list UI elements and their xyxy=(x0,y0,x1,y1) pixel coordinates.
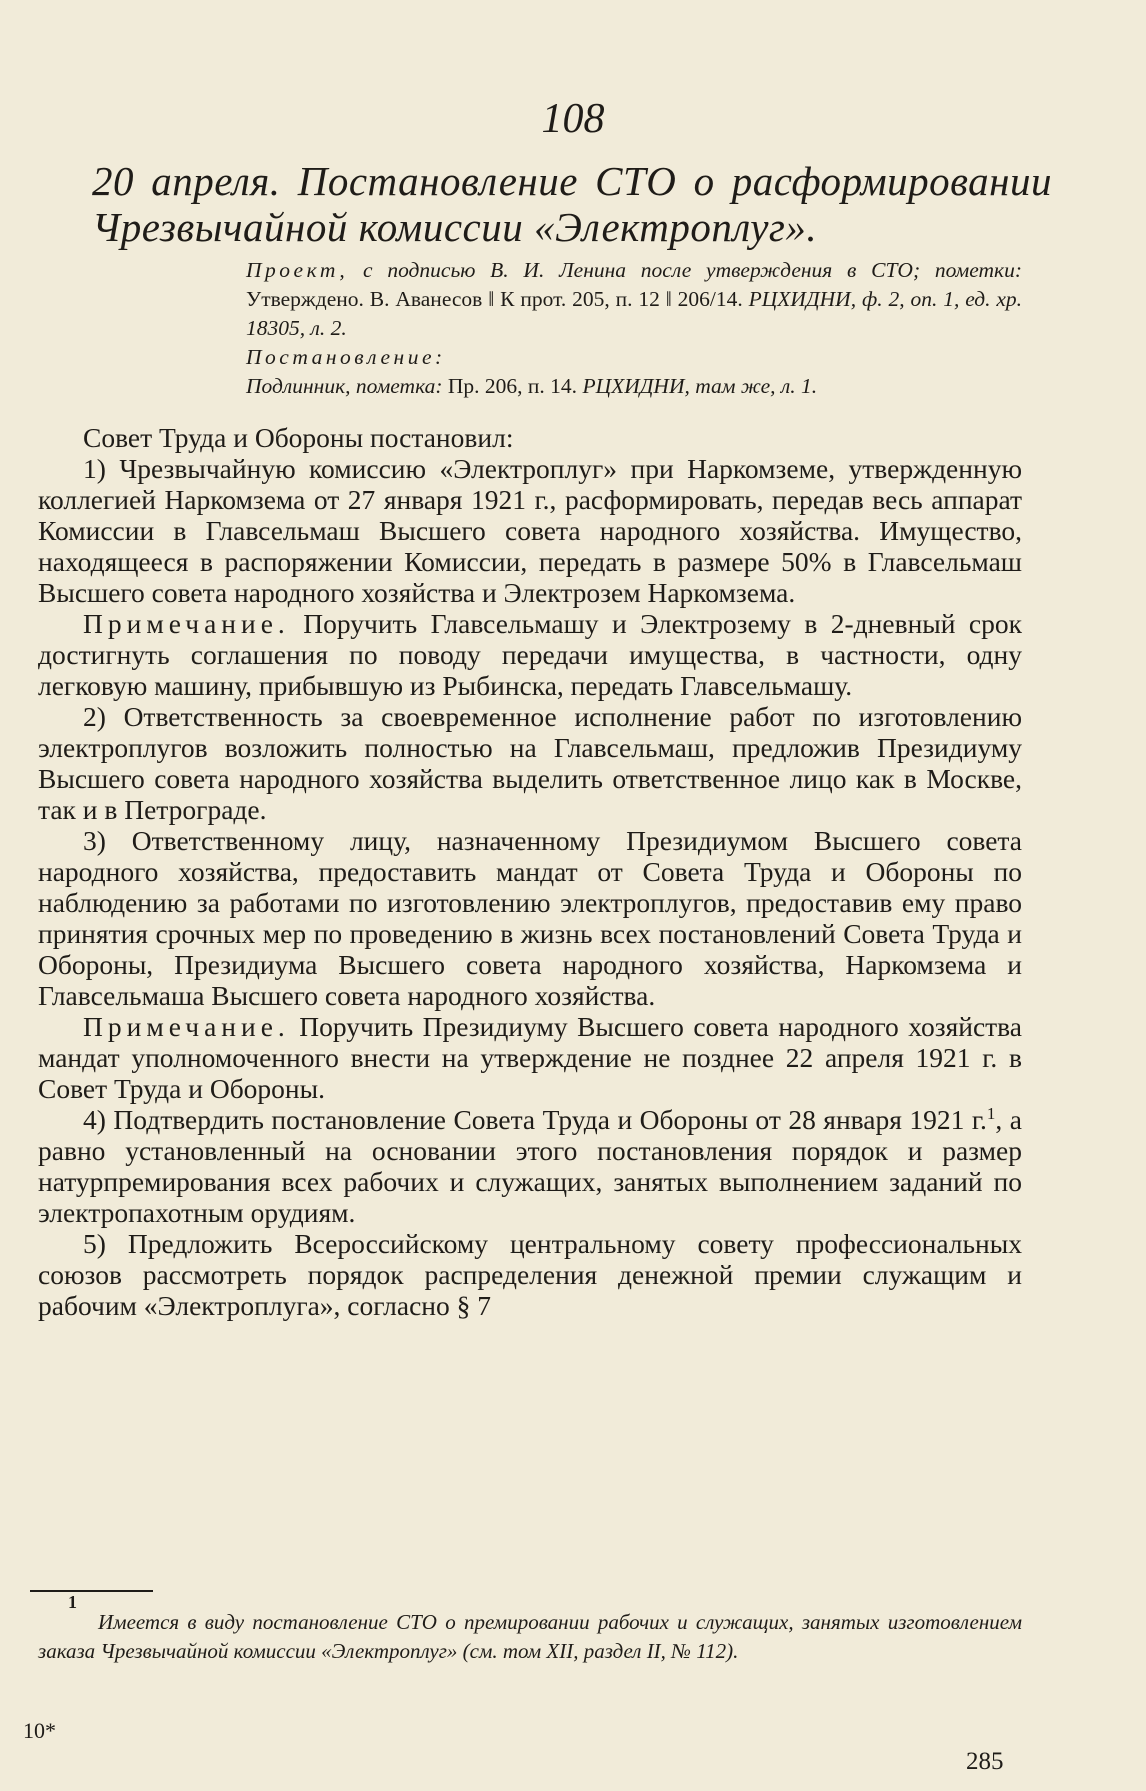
draft-archive: РЦХИДНИ, ф. 2, оп. 1, ед. хр. 18305, л. 2. xyxy=(246,287,1023,340)
document-number: 108 xyxy=(541,96,605,142)
resolution-body xyxy=(38,422,1022,1321)
resolution-line xyxy=(246,343,1022,372)
item-5: 5) Предложить Всероссийскому центральному совету профессиональных союзов рассмотреть порядок распределения денежной премии служащим и рабочим «Электроплуга», согласно § 7 xyxy=(38,1228,1022,1321)
footnote-divider xyxy=(30,1590,153,1592)
note-2-text: Поручить Президиуму Высшего совета народного хозяйства мандат уполномоченного внести на утверждение не позднее 22 апреля 1921 г. в Совет Труда и Обороны. xyxy=(38,1011,1022,1104)
draft-label: Проект, xyxy=(246,258,349,282)
item-4-text-a: 4) Подтвердить постановление Совета Труда и Обороны от 28 января 1921 г. xyxy=(83,1104,987,1135)
item-4-text-b: , а равно установленный на основании этого постановления порядок и размер натурпремирования всех рабочих и служащих, занятых выполнением заданий по электропахотным орудиям. xyxy=(38,1104,1022,1228)
original-archive: РЦХИДНИ, там же, л. 1. xyxy=(582,374,818,398)
original-mark: Пр. 206, п. 14. xyxy=(447,374,578,398)
note-2-label: Примечание. xyxy=(83,1011,290,1042)
footnote xyxy=(38,1608,1022,1666)
original-description: Подлинник, пометка: xyxy=(246,374,443,398)
source-note xyxy=(246,256,1022,401)
item-2: 2) Ответственность за своевременное исполнение работ по изготовлению электроплугов возложить полностью на Главсельмаш, предложив Президиуму Высшего совета народного хозяйства выделить ответственное лицо как в Москве, так и в Петрограде. xyxy=(38,701,1022,825)
footnote-text: Имеется в виду постановление СТО о премировании рабочих и служащих, занятых изготовлением заказа Чрезвычайной комиссии «Электроплуг» (см. том XII, раздел II, № 112). xyxy=(38,1610,1022,1663)
resolution-label: Постановление: xyxy=(246,345,446,369)
draft-line xyxy=(246,256,1022,343)
item-4 xyxy=(38,1104,1022,1228)
signature-mark: 10* xyxy=(23,1718,56,1743)
note-1-text: Поручить Главсельмашу и Электрозему в 2-дневный срок достигнуть соглашения по поводу передачи имущества, в частности, одну легковую машину, прибывшую из Рыбинска, передать Главсельмашу. xyxy=(38,608,1023,701)
item-1: 1) Чрезвычайную комиссию «Электроплуг» при Наркомземе, утвержденную коллегией Наркомзема от 27 января 1921 г., расформировать, передав весь аппарат Комиссии в Главсельмаш Высшего совета народного хозяйства. Имущество, находящееся в распоряжении Комиссии, передать в размере 50% в Главсельмаш Высшего совета народного хозяйства и Электрозем Наркомзема. xyxy=(38,453,1022,608)
note-1 xyxy=(38,608,1022,701)
item-3: 3) Ответственному лицу, назначенному Президиумом Высшего совета народного хозяйства, предоставить мандат от Совета Труда и Обороны по наблюдению за работами по изготовлению электроплугов, предоставив ему право принятия срочных мер по проведению в жизнь всех постановлений Совета Труда и Обороны, Президиума Высшего совета народного хозяйства, Наркомзема и Главсельмаша Высшего совета народного хозяйства. xyxy=(38,825,1022,1011)
original-line xyxy=(246,372,1022,401)
document-title: 20 апреля. Постановление СТО о расформировании Чрезвычайной комиссии «Электроплуг». xyxy=(92,158,1052,250)
footnote-reference[interactable]: 1 xyxy=(986,1103,996,1123)
note-1-label: Примечание. xyxy=(83,608,290,639)
note-2 xyxy=(38,1011,1022,1104)
page-number: 285 xyxy=(966,1748,1004,1775)
footnote-marker: 1 xyxy=(68,1592,77,1612)
draft-description: с подписью В. И. Ленина после утверждения в СТО; пометки: xyxy=(363,258,1023,282)
draft-marks: Утверждено. В. Аванесов ‖ К прот. 205, п. 12 ‖ 206/14. xyxy=(246,287,743,311)
intro-paragraph: Совет Труда и Обороны постановил: xyxy=(83,422,514,453)
